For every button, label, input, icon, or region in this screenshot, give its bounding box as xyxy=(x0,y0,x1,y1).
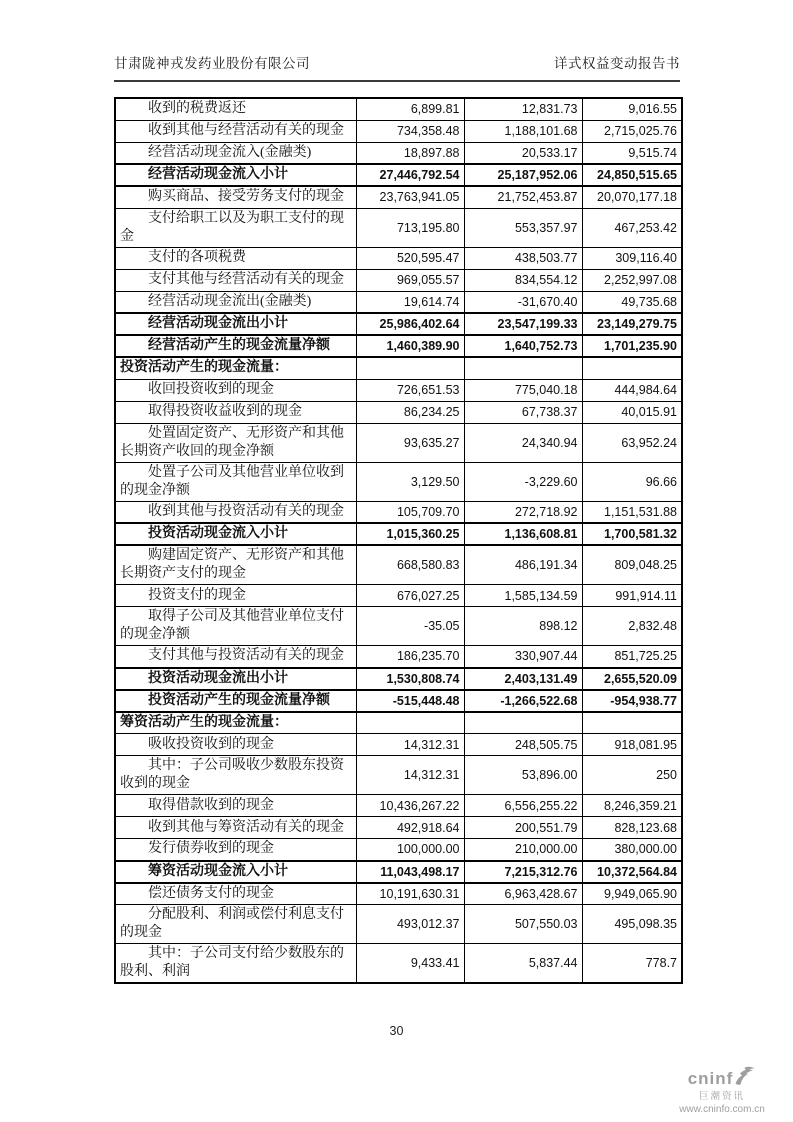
value-cell: 8,246,359.21 xyxy=(582,795,682,817)
value-cell: 309,116.40 xyxy=(582,247,682,269)
table-row xyxy=(115,883,682,905)
value-cell: 1,188,101.68 xyxy=(464,120,582,142)
table-row xyxy=(115,142,682,164)
row-label-text: 筹资活动现金流入小计 xyxy=(148,863,288,879)
value-cell xyxy=(356,357,464,379)
row-label xyxy=(115,690,356,712)
header-doc-title: 详式权益变动报告书 xyxy=(554,56,680,71)
row-label-text: 购建固定资产、无形资产和其他长期资产支付的现金 xyxy=(120,548,344,581)
row-label-text: 收到其他与经营活动有关的现金 xyxy=(148,123,344,138)
value-cell: 11,043,498.17 xyxy=(356,861,464,883)
table-row xyxy=(115,313,682,335)
row-label xyxy=(115,208,356,247)
value-cell: 19,614.74 xyxy=(356,291,464,313)
row-label xyxy=(115,905,356,944)
value-cell: 2,403,131.49 xyxy=(464,668,582,690)
row-label xyxy=(115,585,356,607)
table-row xyxy=(115,646,682,668)
value-cell xyxy=(464,712,582,734)
value-cell: 1,585,134.59 xyxy=(464,585,582,607)
value-cell: 10,191,630.31 xyxy=(356,883,464,905)
row-label xyxy=(115,883,356,905)
table-row xyxy=(115,164,682,186)
row-label xyxy=(115,269,356,291)
row-label xyxy=(115,756,356,795)
table-row xyxy=(115,401,682,423)
value-cell: -31,670.40 xyxy=(464,291,582,313)
value-cell: 507,550.03 xyxy=(464,905,582,944)
value-cell: 23,149,279.75 xyxy=(582,313,682,335)
row-label-text: 筹资活动产生的现金流量： xyxy=(120,714,288,730)
table-row xyxy=(115,501,682,523)
table-row xyxy=(115,585,682,607)
value-cell: 726,651.53 xyxy=(356,379,464,401)
value-cell: 7,215,312.76 xyxy=(464,861,582,883)
row-label xyxy=(115,712,356,734)
value-cell: 6,963,428.67 xyxy=(464,883,582,905)
table-row xyxy=(115,120,682,142)
row-label-text: 支付的各项税费 xyxy=(148,250,246,265)
value-cell: 1,015,360.25 xyxy=(356,523,464,545)
value-cell: 210,000.00 xyxy=(464,839,582,861)
row-label-text: 购买商品、接受劳务支付的现金 xyxy=(148,189,344,205)
value-cell: 24,850,515.65 xyxy=(582,164,682,186)
value-cell: 96.66 xyxy=(582,462,682,501)
value-cell: 9,515.74 xyxy=(582,142,682,164)
value-cell: 898.12 xyxy=(464,607,582,646)
row-label xyxy=(115,523,356,545)
value-cell: 444,984.64 xyxy=(582,379,682,401)
value-cell: 6,899.81 xyxy=(356,98,464,120)
cninfo-logo xyxy=(657,1066,787,1116)
row-label xyxy=(115,379,356,401)
row-label-text: 分配股利、利润或偿付利息支付的现金 xyxy=(120,907,344,940)
value-cell: 86,234.25 xyxy=(356,401,464,423)
value-cell: 9,016.55 xyxy=(582,98,682,120)
value-cell: 10,372,564.84 xyxy=(582,861,682,883)
value-cell: 991,914.11 xyxy=(582,585,682,607)
value-cell: 668,580.83 xyxy=(356,545,464,585)
value-cell: 105,709.70 xyxy=(356,501,464,523)
value-cell: 18,897.88 xyxy=(356,142,464,164)
row-label-text: 经营活动现金流入(金融类) xyxy=(148,144,312,160)
cninfo-swirl-icon xyxy=(734,1066,756,1091)
cninfo-brand-text: cninf xyxy=(687,1068,734,1088)
row-label-text: 支付其他与经营活动有关的现金 xyxy=(148,272,344,287)
table-row xyxy=(115,545,682,585)
value-cell: 1,136,608.81 xyxy=(464,523,582,545)
value-cell: 330,907.44 xyxy=(464,646,582,668)
value-cell: 918,081.95 xyxy=(582,734,682,756)
value-cell: 186,235.70 xyxy=(356,646,464,668)
table-row xyxy=(115,905,682,944)
row-label xyxy=(115,335,356,357)
row-label xyxy=(115,291,356,313)
row-label-text: 投资活动产生的现金流量净额 xyxy=(148,692,330,708)
value-cell: 1,151,531.88 xyxy=(582,501,682,523)
row-label-text: 取得投资收益收到的现金 xyxy=(148,404,302,419)
row-label-text: 其中：子公司吸收少数股东投资收到的现金 xyxy=(120,758,344,791)
row-label xyxy=(115,545,356,585)
value-cell: 5,837.44 xyxy=(464,944,582,984)
row-label-text: 支付给职工以及为职工支付的现金 xyxy=(120,210,344,244)
value-cell: 2,832.48 xyxy=(582,607,682,646)
value-cell: 467,253.42 xyxy=(582,208,682,247)
value-cell: -3,229.60 xyxy=(464,462,582,501)
table-row xyxy=(115,462,682,501)
value-cell: 25,187,952.06 xyxy=(464,164,582,186)
row-label xyxy=(115,164,356,186)
value-cell: 24,340.94 xyxy=(464,423,582,462)
value-cell: 775,040.18 xyxy=(464,379,582,401)
table-row xyxy=(115,98,682,120)
value-cell: 23,763,941.05 xyxy=(356,186,464,208)
value-cell: 40,015.91 xyxy=(582,401,682,423)
table-row xyxy=(115,379,682,401)
table-row xyxy=(115,357,682,379)
value-cell: 3,129.50 xyxy=(356,462,464,501)
value-cell: 1,700,581.32 xyxy=(582,523,682,545)
row-label-text: 收到的税费返还 xyxy=(148,101,246,117)
row-label xyxy=(115,401,356,423)
value-cell: 14,312.31 xyxy=(356,734,464,756)
value-cell: 9,433.41 xyxy=(356,944,464,984)
row-label xyxy=(115,668,356,690)
value-cell: 2,655,520.09 xyxy=(582,668,682,690)
row-label-text: 经营活动现金流出(金融类) xyxy=(148,293,312,309)
value-cell: 734,358.48 xyxy=(356,120,464,142)
page-number: 30 xyxy=(389,1024,404,1038)
value-cell: 20,070,177.18 xyxy=(582,186,682,208)
table-row xyxy=(115,607,682,646)
value-cell: 100,000.00 xyxy=(356,839,464,861)
page-header xyxy=(114,52,680,82)
value-cell: 713,195.80 xyxy=(356,208,464,247)
row-label-text: 其中：子公司支付给少数股东的股利、利润 xyxy=(120,946,344,979)
value-cell: 27,446,792.54 xyxy=(356,164,464,186)
row-label-text: 经营活动现金流出小计 xyxy=(148,316,288,331)
table-row xyxy=(115,186,682,208)
value-cell: 520,595.47 xyxy=(356,247,464,269)
row-label-text: 收到其他与投资活动有关的现金 xyxy=(148,503,344,519)
value-cell: 778.7 xyxy=(582,944,682,984)
table-row xyxy=(115,712,682,734)
value-cell: -954,938.77 xyxy=(582,690,682,712)
row-label xyxy=(115,186,356,208)
row-label xyxy=(115,501,356,523)
table-row xyxy=(115,269,682,291)
row-label xyxy=(115,462,356,501)
row-label-text: 经营活动现金流入小计 xyxy=(148,167,288,182)
row-label xyxy=(115,861,356,883)
value-cell: 492,918.64 xyxy=(356,817,464,839)
row-label xyxy=(115,357,356,379)
table-row xyxy=(115,944,682,984)
table-row xyxy=(115,795,682,817)
table-row xyxy=(115,523,682,545)
row-label-text: 取得借款收到的现金 xyxy=(148,797,274,813)
row-label-text: 处置固定资产、无形资产和其他长期资产收回的现金净额 xyxy=(120,425,344,459)
value-cell xyxy=(582,357,682,379)
table-row xyxy=(115,817,682,839)
row-label xyxy=(115,734,356,756)
cninfo-brand-cn: 巨潮资讯 xyxy=(698,1091,745,1103)
row-label-text: 投资活动现金流出小计 xyxy=(148,670,288,686)
value-cell: 828,123.68 xyxy=(582,817,682,839)
header-company: 甘肃陇神戎发药业股份有限公司 xyxy=(114,56,310,71)
table-row xyxy=(115,861,682,883)
value-cell: 93,635.27 xyxy=(356,423,464,462)
value-cell: 10,436,267.22 xyxy=(356,795,464,817)
row-label xyxy=(115,423,356,462)
value-cell: 438,503.77 xyxy=(464,247,582,269)
row-label xyxy=(115,944,356,984)
value-cell: -35.05 xyxy=(356,607,464,646)
value-cell: 272,718.92 xyxy=(464,501,582,523)
value-cell: 1,640,752.73 xyxy=(464,335,582,357)
row-label-text: 处置子公司及其他营业单位收到的现金净额 xyxy=(120,464,344,498)
row-label-text: 发行债券收到的现金 xyxy=(148,841,274,857)
table-row xyxy=(115,668,682,690)
row-label-text: 吸收投资收到的现金 xyxy=(148,736,274,752)
value-cell: 23,547,199.33 xyxy=(464,313,582,335)
value-cell xyxy=(582,712,682,734)
row-label-text: 偿还债务支付的现金 xyxy=(148,885,274,901)
value-cell: 248,505.75 xyxy=(464,734,582,756)
value-cell: 676,027.25 xyxy=(356,585,464,607)
row-label xyxy=(115,313,356,335)
table-row xyxy=(115,247,682,269)
row-label xyxy=(115,795,356,817)
value-cell: 809,048.25 xyxy=(582,545,682,585)
value-cell: 67,738.37 xyxy=(464,401,582,423)
value-cell: 2,252,997.08 xyxy=(582,269,682,291)
value-cell: 12,831.73 xyxy=(464,98,582,120)
value-cell xyxy=(356,712,464,734)
row-label xyxy=(115,247,356,269)
value-cell: 1,701,235.90 xyxy=(582,335,682,357)
value-cell: 553,357.97 xyxy=(464,208,582,247)
value-cell: 834,554.12 xyxy=(464,269,582,291)
row-label xyxy=(115,120,356,142)
table-row xyxy=(115,756,682,795)
row-label-text: 收到其他与筹资活动有关的现金 xyxy=(148,819,344,835)
row-label xyxy=(115,817,356,839)
table-row xyxy=(115,734,682,756)
value-cell: 495,098.35 xyxy=(582,905,682,944)
table-row xyxy=(115,423,682,462)
row-label xyxy=(115,98,356,120)
value-cell: 25,986,402.64 xyxy=(356,313,464,335)
row-label-text: 投资活动现金流入小计 xyxy=(148,526,288,541)
row-label xyxy=(115,646,356,668)
value-cell: 486,191.34 xyxy=(464,545,582,585)
cashflow-table-container xyxy=(114,97,681,984)
value-cell: 851,725.25 xyxy=(582,646,682,668)
row-label-text: 取得子公司及其他营业单位支付的现金净额 xyxy=(120,609,344,642)
row-label-text: 收回投资收到的现金 xyxy=(148,382,274,397)
row-label-text: 支付其他与投资活动有关的现金 xyxy=(148,648,344,664)
value-cell: 493,012.37 xyxy=(356,905,464,944)
value-cell: 2,715,025.76 xyxy=(582,120,682,142)
value-cell: 9,949,065.90 xyxy=(582,883,682,905)
value-cell: 1,530,808.74 xyxy=(356,668,464,690)
value-cell: 14,312.31 xyxy=(356,756,464,795)
value-cell: 63,952.24 xyxy=(582,423,682,462)
value-cell: 380,000.00 xyxy=(582,839,682,861)
table-row xyxy=(115,208,682,247)
value-cell: -515,448.48 xyxy=(356,690,464,712)
cashflow-statement-table xyxy=(114,97,683,984)
row-label xyxy=(115,839,356,861)
value-cell: 21,752,453.87 xyxy=(464,186,582,208)
table-row xyxy=(115,291,682,313)
value-cell: 1,460,389.90 xyxy=(356,335,464,357)
row-label xyxy=(115,142,356,164)
cashflow-table-body xyxy=(115,98,682,983)
row-label-text: 投资支付的现金 xyxy=(148,587,246,603)
value-cell: 20,533.17 xyxy=(464,142,582,164)
row-label xyxy=(115,607,356,646)
value-cell: 969,055.57 xyxy=(356,269,464,291)
value-cell: 49,735.68 xyxy=(582,291,682,313)
table-row xyxy=(115,690,682,712)
value-cell: -1,266,522.68 xyxy=(464,690,582,712)
value-cell xyxy=(464,357,582,379)
row-label-text: 投资活动产生的现金流量： xyxy=(120,360,288,376)
value-cell: 6,556,255.22 xyxy=(464,795,582,817)
value-cell: 250 xyxy=(582,756,682,795)
table-row xyxy=(115,335,682,357)
table-row xyxy=(115,839,682,861)
cninfo-url: www.cninfo.com.cn xyxy=(679,1104,765,1116)
row-label-text: 经营活动产生的现金流量净额 xyxy=(148,338,330,353)
value-cell: 53,896.00 xyxy=(464,756,582,795)
value-cell: 200,551.79 xyxy=(464,817,582,839)
